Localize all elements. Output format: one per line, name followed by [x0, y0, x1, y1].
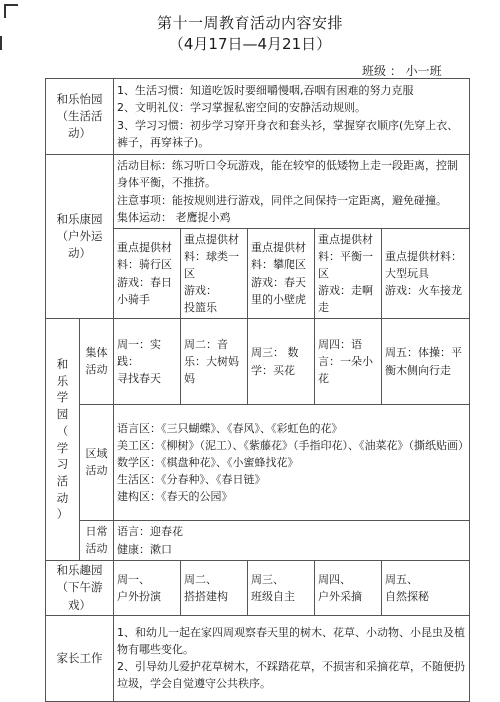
afternoon-day-5: 周五、 自然探秘	[382, 561, 470, 616]
outdoor-row	[46, 155, 470, 229]
area-content	[114, 405, 470, 521]
material-cell-1: 重点提供材料：骑行区 游戏：春日小骑手	[114, 229, 181, 319]
area-activity-label: 区域 活动	[80, 405, 114, 521]
group-day-4: 周四：语言：一朵小花	[315, 319, 382, 405]
daily-content	[114, 521, 470, 561]
life-item: 3、学习习惯：初步学习穿开身衣和套头衫，掌握穿衣顺序(先穿上衣、裤子，再穿袜子)。	[117, 118, 459, 149]
learning-section-label: 和 乐 学 园 （ 学 习 活 动 ）	[46, 319, 80, 561]
document-title: 第十一周教育活动内容安排	[156, 14, 343, 32]
afternoon-row	[46, 561, 470, 616]
outdoor-content	[114, 155, 470, 229]
afternoon-day-1: 周一、 户外扮演	[114, 561, 181, 616]
afternoon-day-2: 周二、 搭搭建构	[181, 561, 248, 616]
group-activity-label: 集体 活动	[80, 319, 114, 405]
material-cell-2: 重点提供材料：球类一区 游戏： 投篮乐	[181, 229, 248, 319]
learning-daily-row	[46, 521, 470, 561]
daily-item: 健康：漱口	[117, 542, 172, 556]
parents-item: 2、引导幼儿爱护花草树木，不踩踏花草，不损害和采摘花草，不随便扔垃圾，学会自觉遵守公共秩序。	[117, 660, 465, 691]
outdoor-goal: 活动目标：练习听口令玩游戏，能在较窄的低矮物上走一段距离，控制身体平衡，不推挤。	[117, 159, 458, 190]
life-row	[46, 79, 470, 155]
group-day-1: 周一：实践： 寻找春天	[114, 319, 181, 405]
daily-item: 语言：迎春花	[117, 525, 183, 539]
material-cell-4: 重点提供材料：平衡一区 游戏：走啊走	[315, 229, 382, 319]
parents-section-label: 家长工作	[46, 615, 114, 701]
life-item: 2、文明礼仪：学习掌握私密空间的安静活动规则。	[117, 101, 366, 115]
learning-group-row	[46, 319, 470, 405]
life-content	[114, 79, 470, 155]
outdoor-group: 集体运动： 老鹰捉小鸡	[117, 210, 231, 224]
learning-area-row	[46, 405, 470, 521]
schedule-table	[45, 78, 470, 702]
parents-item: 1、和幼儿一起在家四周观察春天里的树木、花草、小动物、小昆虫及植物有哪些变化。	[117, 626, 465, 657]
afternoon-day-3: 周三、 班级自主	[248, 561, 315, 616]
area-item: 生活区：《分春种》、《春日链》	[117, 473, 266, 487]
group-day-2: 周二：音乐：大树妈妈	[181, 319, 248, 405]
daily-activity-label: 日常 活动	[80, 521, 114, 561]
area-item: 语言区：《三只蝴蝶》、《春风》、《彩虹色的花》	[117, 421, 343, 435]
date-range: （4月17日—4月21日）	[168, 35, 332, 53]
parents-content	[114, 615, 470, 701]
area-item: 数学区：《棋盘种花》、《小蜜蜂找花》	[117, 455, 299, 469]
life-section-label: 和乐怡园 （生活活动）	[46, 79, 114, 155]
outdoor-notice: 注意事项：能按规则进行游戏，同伴之间保持一定距离，避免碰撞。	[117, 193, 447, 207]
afternoon-section-label: 和乐趣园 （下午游戏）	[46, 561, 114, 616]
class-label: 班级 ： 小一班	[362, 64, 442, 78]
group-day-5: 周五：体操：平衡木侧向行走	[382, 319, 470, 405]
parents-row	[46, 615, 470, 701]
material-cell-5: 重点提供材料：大型玩具 游戏：火车接龙	[382, 229, 470, 319]
material-cell-3: 重点提供材料：攀爬区 游戏：春天里的小壁虎	[248, 229, 315, 319]
group-day-3: 周三： 数学：买花	[248, 319, 315, 405]
outdoor-section-label: 和乐康园 （户外运动）	[46, 155, 114, 319]
area-item: 建构区：《春天的公园》	[117, 490, 233, 504]
life-item: 1、生活习惯：知道吃饭时要细嚼慢咽,吞咽有困难的努力克服	[117, 84, 414, 98]
afternoon-day-4: 周四、 户外采摘	[315, 561, 382, 616]
area-item: 美工区：《柳树》（泥工）、《紫藤花》（手指印花）、《油菜花》（撕纸贴画）	[117, 438, 469, 452]
